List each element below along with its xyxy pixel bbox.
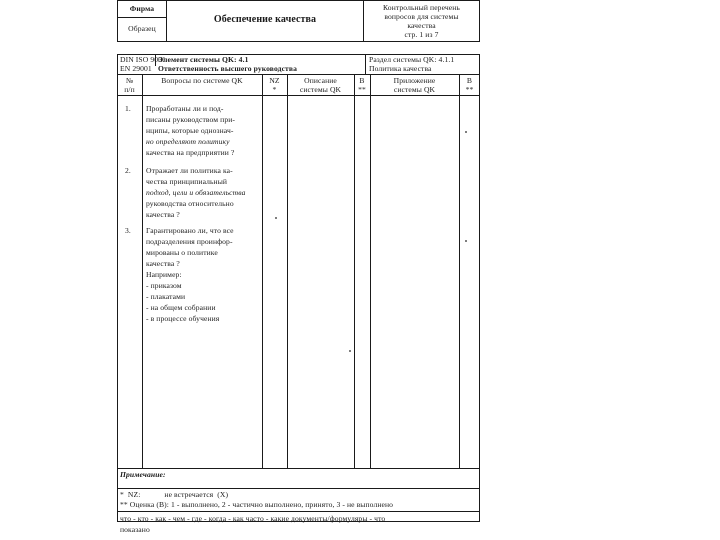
- meta-divider-right: [365, 54, 366, 74]
- checklist-line-3: качества: [407, 21, 436, 30]
- row-2-line: чества принципиальный: [146, 177, 228, 186]
- notes-top-line: [117, 468, 480, 469]
- col-num-header-1: №: [125, 76, 134, 85]
- row-3-line: мированы о политике: [146, 248, 218, 257]
- row-3-line: Гарантировано ли, что все: [146, 226, 234, 235]
- col-line-desc: [354, 74, 355, 468]
- col-num-header-2: п/п: [124, 85, 135, 94]
- firm-label: Фирма: [129, 4, 155, 13]
- row-2-line: Отражает ли политика ка-: [146, 166, 233, 175]
- row-3-line: - приказом: [146, 281, 182, 290]
- document-title: Обеспечение качества: [213, 14, 317, 25]
- col-app-header-2: системы QK: [393, 85, 436, 94]
- scan-speck: [465, 131, 467, 133]
- col-line-app: [459, 74, 460, 468]
- page-number: стр. 1 из 7: [404, 30, 439, 39]
- meta-bottom-line: [117, 74, 480, 75]
- checklist-page: [117, 0, 480, 540]
- row-3-line: - на общем собрании: [146, 303, 216, 312]
- notes-label: Примечание:: [120, 470, 166, 479]
- footnote-questions: что - кто - как - чем - где - когда - как часто - какие документы/формуляры - что: [120, 514, 386, 523]
- firm-divider: [117, 17, 167, 18]
- scan-speck: [349, 350, 351, 352]
- sample-label: Образец: [128, 24, 156, 33]
- scan-speck: [275, 217, 277, 219]
- row-3-line: Например:: [146, 270, 182, 279]
- row-1-number: 1.: [125, 104, 131, 113]
- col-app-header-1: Приложение: [393, 76, 436, 85]
- row-2-number: 2.: [125, 166, 131, 175]
- row-3-line: подразделения проинфор-: [146, 237, 233, 246]
- col-line-num: [142, 74, 143, 468]
- col-b2-header-1: В: [466, 76, 473, 85]
- row-1-line: писаны руководством при-: [146, 115, 236, 124]
- section-label: Раздел системы QK: 4.1.1: [369, 55, 455, 64]
- col-nz-header-1: NZ: [269, 76, 280, 85]
- footnote-questions-cont: показано: [120, 525, 150, 534]
- standard-en: EN 29001: [120, 64, 152, 73]
- standard-din: DIN ISO 9001: [120, 55, 166, 64]
- row-3-number: 3.: [125, 226, 131, 235]
- footnotes-top-line: [117, 488, 480, 489]
- element-label: Элемент системы QK: 4.1: [158, 55, 249, 64]
- policy-label: Политика качества: [369, 64, 432, 73]
- row-2-line: качества ?: [146, 210, 180, 219]
- col-b1-header-2: **: [358, 85, 366, 94]
- footnote-score: ** Оценка (В): 1 - выполнено, 2 - частично выполнено, принято, 3 - не выполнено: [120, 500, 394, 509]
- row-1-line: качества на предприятии ?: [146, 148, 235, 157]
- row-1-line: но определяют политику: [146, 137, 230, 146]
- col-questions-header: Вопросы по системе QK: [161, 76, 243, 85]
- row-1-line: Проработаны ли и под-: [146, 104, 224, 113]
- checklist-line-2: вопросов для системы: [384, 12, 459, 21]
- row-3-line: - плакатами: [146, 292, 186, 301]
- column-header-bottom: [117, 95, 480, 96]
- row-2-line: подход, цели и обязательства: [146, 188, 246, 197]
- col-desc-header-2: системы QK: [299, 85, 342, 94]
- col-line-questions: [262, 74, 263, 468]
- footnote-nz: * NZ: не встречается (X): [120, 490, 229, 499]
- row-1-line: нципы, которые однознач-: [146, 126, 234, 135]
- footnotes-mid-line: [117, 511, 480, 512]
- responsibility-label: Ответственность высшего руководства: [158, 64, 297, 73]
- col-line-nz: [287, 74, 288, 468]
- col-line-b1: [370, 74, 371, 468]
- col-desc-header-1: Описание: [304, 76, 337, 85]
- row-3-line: качества ?: [146, 259, 180, 268]
- row-2-line: руководства относительно: [146, 199, 234, 208]
- scan-speck: [465, 240, 467, 242]
- row-3-line: - в процессе обучения: [146, 314, 220, 323]
- checklist-line-1: Контрольный перечень: [383, 3, 460, 12]
- col-b1-header-1: В: [359, 76, 365, 85]
- col-nz-header-2: *: [272, 85, 277, 94]
- col-b2-header-2: **: [465, 85, 474, 94]
